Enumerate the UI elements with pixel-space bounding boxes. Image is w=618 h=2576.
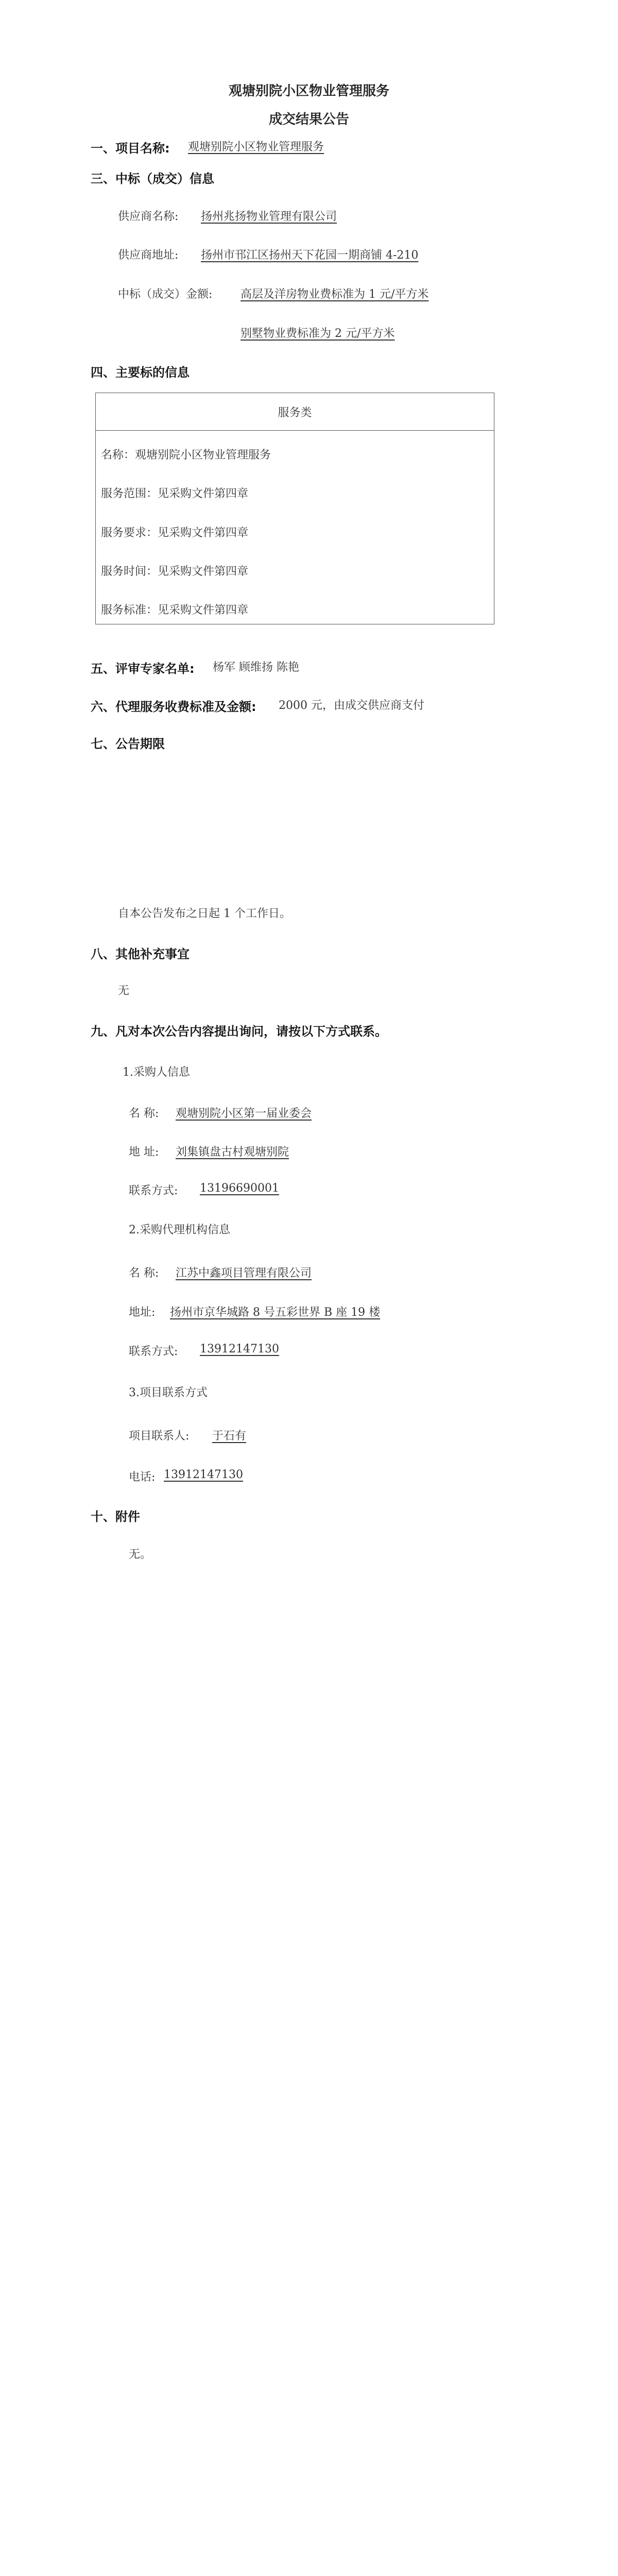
award-amount-label: 中标（成交）金额: — [118, 288, 213, 301]
subject-table — [95, 393, 494, 624]
buyer-name-label: 名 称: — [129, 1107, 159, 1120]
section-8-heading: 八、其他补充事宜 — [91, 947, 190, 961]
award-amount-line-2: 别墅物业费标准为 2 元/平方米 — [241, 327, 395, 340]
section-1-heading: 一、项目名称: — [91, 141, 170, 156]
award-amount-line-1: 高层及洋房物业费标准为 1 元/平方米 — [241, 288, 429, 301]
table-row: 名称：观塘别院小区物业管理服务 — [101, 449, 271, 462]
supplier-name-label: 供应商名称: — [118, 210, 179, 223]
project-phone-label: 电话: — [129, 1471, 156, 1484]
table-row: 服务标准：见采购文件第四章 — [101, 604, 249, 617]
section-7-heading: 七、公告期限 — [91, 737, 165, 751]
expert-list: 杨军 顾维扬 陈艳 — [213, 661, 299, 674]
agency-fee: 2000 元，由成交供应商支付 — [279, 699, 424, 712]
table-row: 服务范围：见采购文件第四章 — [101, 487, 249, 500]
buyer-phone: 13196690001 — [200, 1182, 279, 1195]
attachment-value: 无。 — [129, 1548, 152, 1561]
section-9-heading: 九、凡对本次公告内容提出询问，请按以下方式联系。 — [91, 1024, 387, 1039]
project-contact-name: 于石有 — [212, 1430, 247, 1443]
supplier-address: 扬州市邗江区扬州天下花园一期商铺 4-210 — [201, 249, 419, 262]
section-3-heading: 三、中标（成交）信息 — [91, 172, 214, 186]
agent-info-title: 2.采购代理机构信息 — [129, 1224, 230, 1236]
section-5-heading: 五、评审专家名单: — [91, 662, 195, 676]
buyer-phone-label: 联系方式: — [129, 1184, 178, 1197]
doc-subtitle: 成交结果公告 — [268, 112, 349, 127]
agent-phone-label: 联系方式: — [129, 1345, 178, 1358]
doc-title: 观塘别院小区物业管理服务 — [228, 83, 389, 99]
buyer-name: 观塘别院小区第一届业委会 — [176, 1107, 312, 1120]
buyer-address-label: 地 址: — [129, 1146, 159, 1159]
table-header: 服务类 — [96, 393, 494, 431]
agent-address: 扬州市京华城路 8 号五彩世界 B 座 19 楼 — [170, 1306, 381, 1319]
notice-period: 自本公告发布之日起 1 个工作日。 — [118, 907, 291, 920]
section-6-heading: 六、代理服务收费标准及金额: — [91, 700, 256, 714]
supplier-name: 扬州兆扬物业管理有限公司 — [201, 210, 337, 223]
other-matters: 无 — [118, 985, 130, 997]
agent-phone: 13912147130 — [200, 1343, 279, 1355]
buyer-info-title: 1.采购人信息 — [123, 1066, 190, 1079]
project-phone: 13912147130 — [164, 1468, 243, 1481]
section-4-heading: 四、主要标的信息 — [91, 365, 190, 380]
agent-name: 江苏中鑫项目管理有限公司 — [176, 1267, 312, 1280]
agent-address-label: 地址: — [129, 1306, 156, 1319]
section-10-heading: 十、附件 — [91, 1510, 140, 1524]
buyer-address: 刘集镇盘古村观塘别院 — [176, 1146, 289, 1159]
project-contact-title: 3.项目联系方式 — [129, 1386, 208, 1399]
table-row: 服务时间：见采购文件第四章 — [101, 565, 249, 578]
table-row: 服务要求：见采购文件第四章 — [101, 527, 249, 539]
agent-name-label: 名 称: — [129, 1267, 159, 1280]
project-contact-label: 项目联系人: — [129, 1430, 190, 1443]
supplier-address-label: 供应商地址: — [118, 249, 179, 262]
project-name: 观塘别院小区物业管理服务 — [188, 141, 324, 154]
